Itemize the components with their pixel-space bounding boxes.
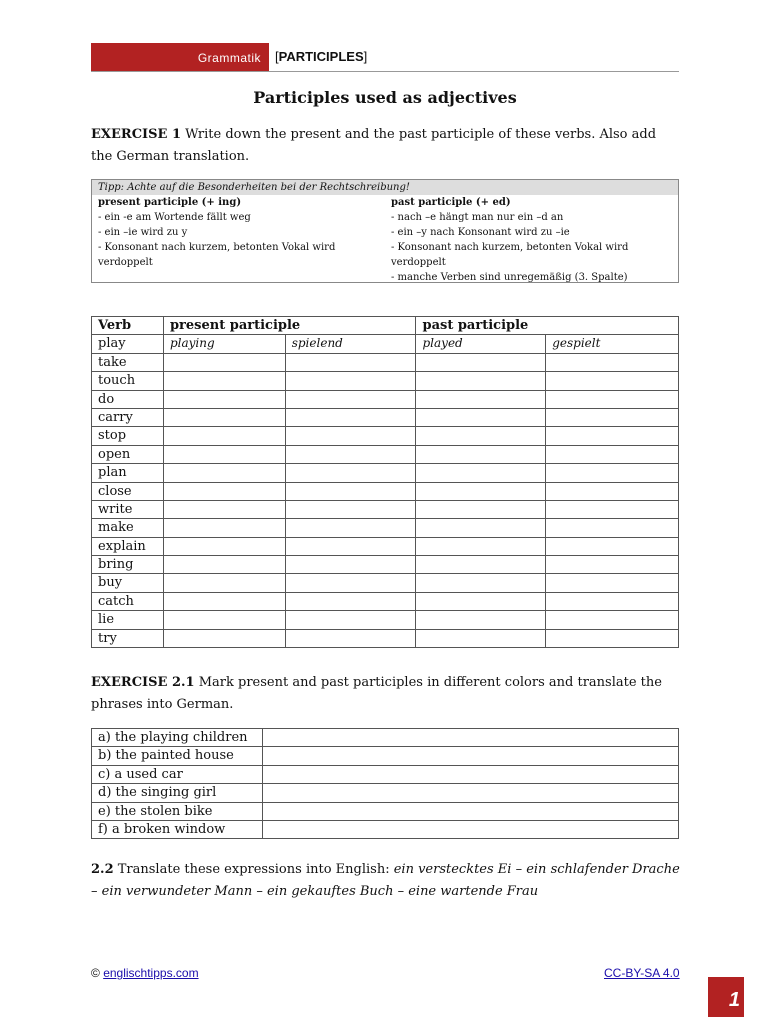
exercise-2-2-instructions: 2.2 Translate these expressions into English: ein verstecktes Ei – ein schlafender Drache – ein verwundeter Mann – ein gekauftes Buch – eine wartende Frau	[91, 862, 680, 899]
page-title: Participles used as adjectives	[253, 88, 517, 107]
table-row: touch	[92, 372, 679, 390]
table-row: d) the singing girl	[92, 784, 679, 802]
exercise-1-instructions: EXERCISE 1 Write down the present and the past participle of these verbs. Also add the German translation.	[91, 127, 657, 164]
table-row: take	[92, 353, 679, 371]
table-row: try	[92, 629, 679, 647]
table-row: make	[92, 519, 679, 537]
exercise-2-1-instructions: EXERCISE 2.1 Mark present and past participles in different colors and translate the phrases into German.	[91, 675, 662, 712]
table-row: carry	[92, 408, 679, 426]
table-row: do	[92, 390, 679, 408]
table-row: open	[92, 445, 679, 463]
tip-past-column: past participle (+ ed) - nach –e hängt man nur ein –d an - ein –y nach Konsonant wird zu –ie - Konsonant nach kurzem, betonten Vokal wird verdoppelt - manche Verben sind unregemäßig (3. Spalte)	[391, 197, 629, 283]
table-row: write	[92, 500, 679, 518]
verb-table	[91, 316, 679, 648]
table-row: e) the stolen bike	[92, 802, 679, 820]
table-row: close	[92, 482, 679, 500]
table-row: catch	[92, 592, 679, 610]
page-header	[91, 43, 679, 72]
header-topic: [PARTICIPLES]	[275, 49, 368, 64]
table-header-row: Verb present participle past participle	[92, 317, 679, 335]
tip-present-column: present participle (+ ing) - ein -e am Wortende fällt weg - ein –ie wird zu y - Konsonant nach kurzem, betonten Vokal wird verdoppelt	[98, 197, 336, 268]
table-row: b) the painted house	[92, 747, 679, 765]
footer-license	[604, 966, 680, 980]
table-row: explain	[92, 537, 679, 555]
phrase-table	[91, 728, 679, 839]
table-row: f) a broken window	[92, 820, 679, 838]
site-link[interactable]: englischtipps.com	[103, 966, 199, 980]
table-row-example: play playing spielend played gespielt	[92, 335, 679, 353]
footer-copyright: © englischtipps.com	[91, 966, 199, 980]
tip-box	[91, 179, 679, 283]
tip-heading: Tipp: Achte auf die Besonderheiten bei der Rechtschreibung!	[92, 180, 678, 195]
table-row: plan	[92, 464, 679, 482]
header-label: Grammatik	[91, 43, 269, 71]
table-row: a) the playing children	[92, 729, 679, 747]
page-number: 1	[708, 977, 744, 1017]
table-row: bring	[92, 556, 679, 574]
table-row: c) a used car	[92, 765, 679, 783]
table-row: lie	[92, 611, 679, 629]
license-link[interactable]: CC-BY-SA 4.0	[604, 966, 680, 980]
table-row: stop	[92, 427, 679, 445]
table-row: buy	[92, 574, 679, 592]
